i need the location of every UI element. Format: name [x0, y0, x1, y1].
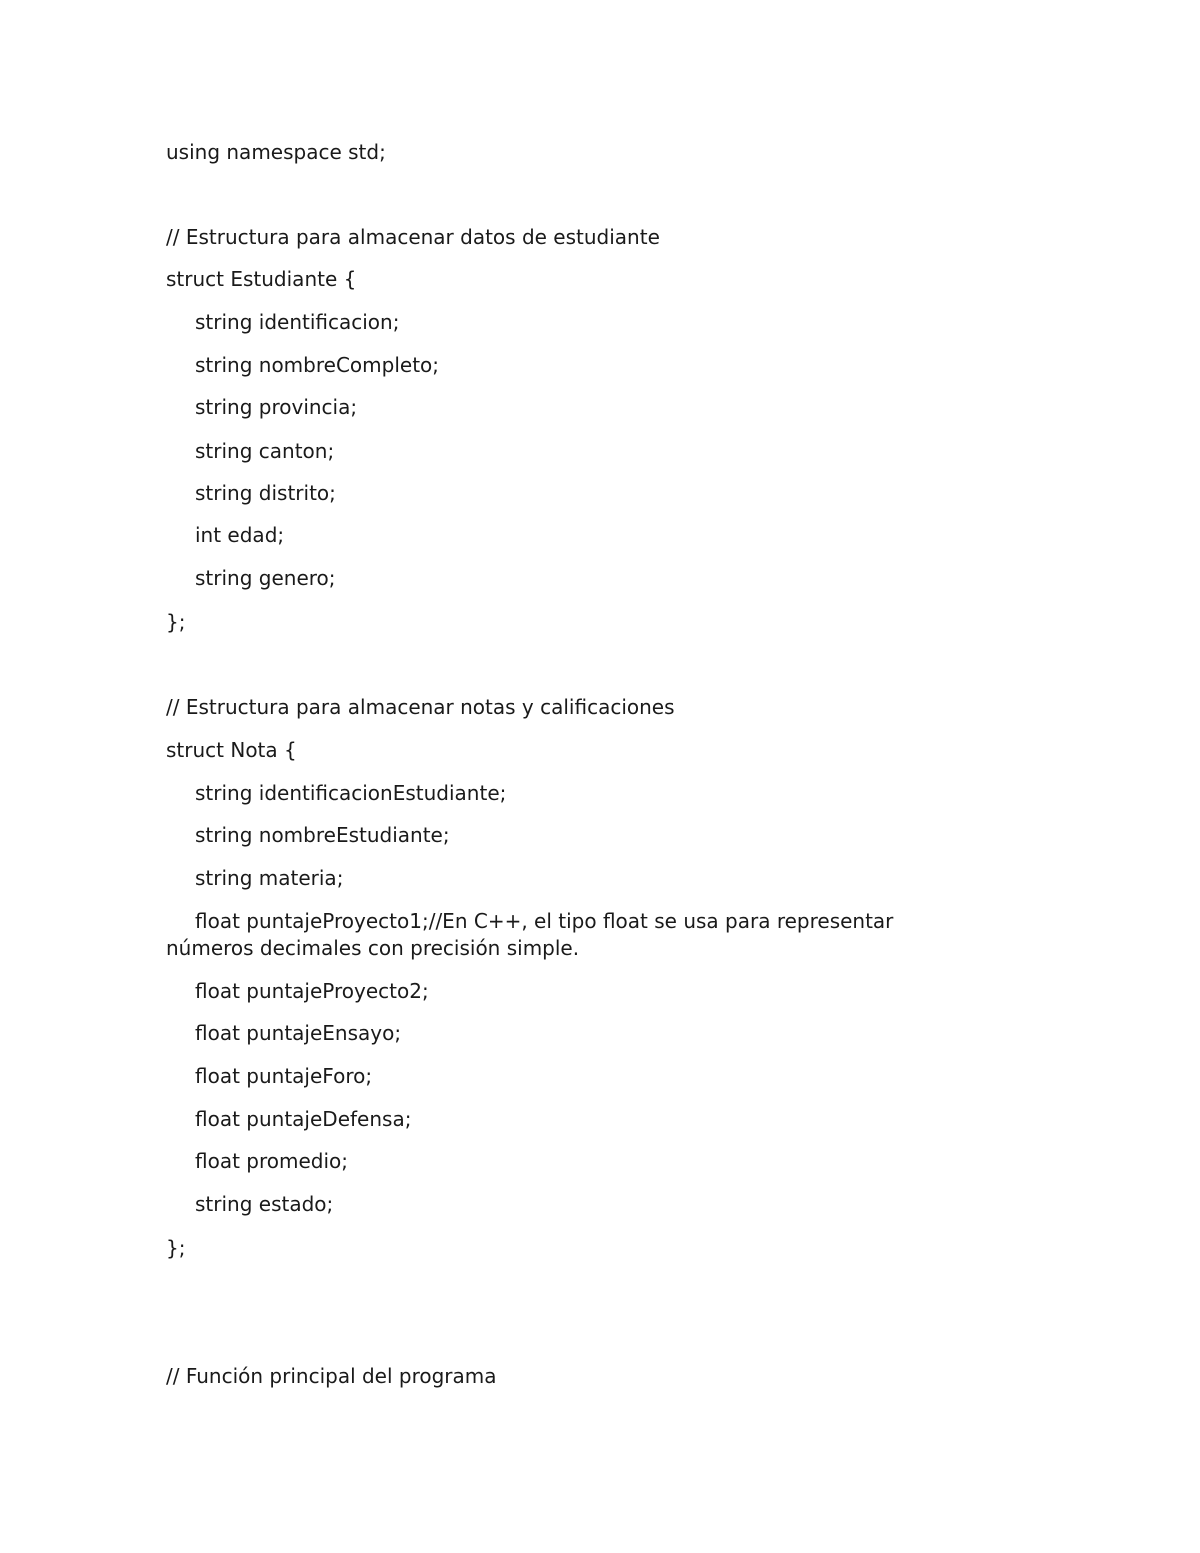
code-line-field: string identificacionEstudiante;: [195, 781, 507, 805]
code-line-struct-estudiante: struct Estudiante {: [166, 267, 357, 291]
code-line-field: float puntajeProyecto2;: [195, 979, 429, 1003]
code-line-using-namespace: using namespace std;: [166, 140, 386, 164]
code-line-field: string identificacion;: [195, 310, 400, 334]
code-line-field: float puntajeDefensa;: [195, 1107, 412, 1131]
code-line-field: int edad;: [195, 523, 285, 547]
code-line-field: string materia;: [195, 866, 344, 890]
code-line-field: string distrito;: [195, 481, 336, 505]
code-line-struct-end: };: [166, 610, 186, 634]
code-line-field: float puntajeEnsayo;: [195, 1021, 402, 1045]
code-line-field: string provincia;: [195, 395, 358, 419]
code-line-field: string canton;: [195, 439, 335, 463]
code-line-field: string genero;: [195, 566, 336, 590]
comment-nota-struct: // Estructura para almacenar notas y calificaciones: [166, 695, 675, 719]
code-line-struct-nota: struct Nota {: [166, 738, 297, 762]
code-line-field: float promedio;: [195, 1149, 349, 1173]
comment-estudiante-struct: // Estructura para almacenar datos de estudiante: [166, 225, 660, 249]
code-line-field: string nombreEstudiante;: [195, 823, 450, 847]
comment-main-function: // Función principal del programa: [166, 1364, 497, 1388]
code-line-field: string nombreCompleto;: [195, 353, 440, 377]
code-line-struct-end: };: [166, 1236, 186, 1260]
code-line-field-with-comment: float puntajeProyecto1;//En C++, el tipo float se usa para representar números decimales con precisión simple.: [166, 909, 900, 960]
code-line-field: float puntajeForo;: [195, 1064, 373, 1088]
code-line-field: string estado;: [195, 1192, 334, 1216]
